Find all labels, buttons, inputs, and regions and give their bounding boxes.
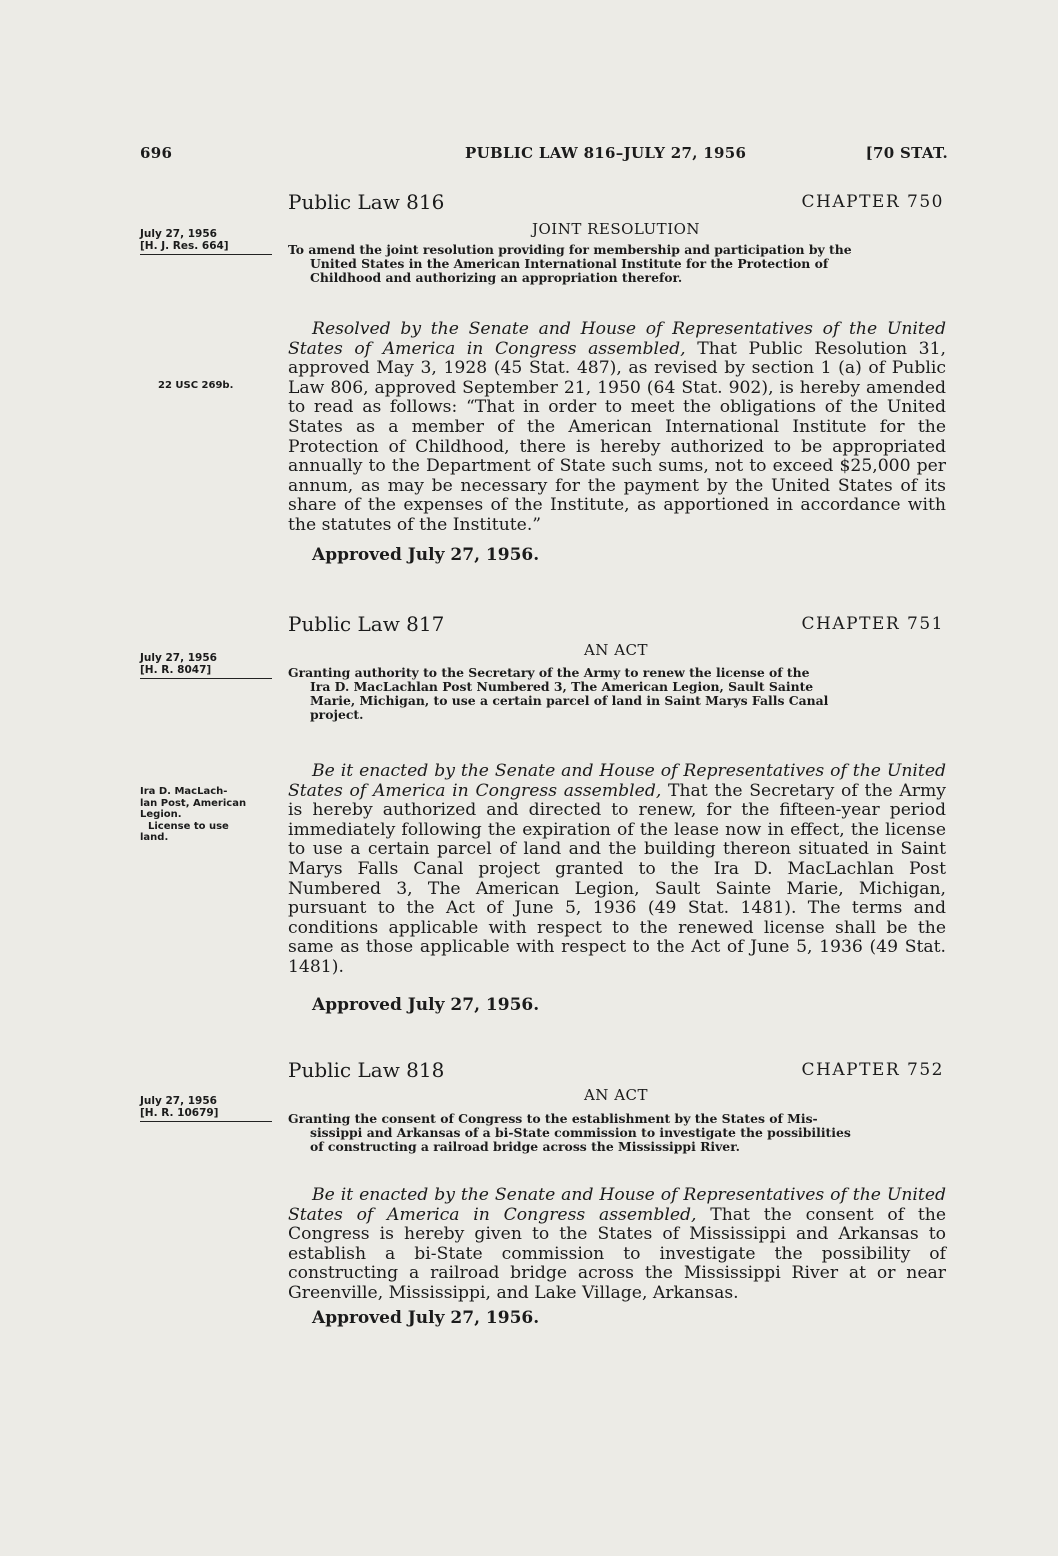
enacting-clause: Be it enacted by the Senate and House of Representatives of the United States of America in Congress assembled, (288, 1185, 946, 1225)
purpose-line: Ira D. MacLachlan Post Numbered 3, The American Legion, Sault Sainte (310, 679, 814, 694)
chapter-number: CHAPTER 752 (801, 1060, 944, 1080)
purpose-line: of constructing a railroad bridge across the Mississippi River. (310, 1139, 740, 1154)
margin-date-note (140, 1095, 272, 1122)
act-type: AN ACT (583, 1086, 649, 1104)
purpose-line: United States in the American International Institute for the Protection of (310, 256, 829, 271)
law-heading (288, 1058, 944, 1084)
margin-bill-number: [H. R. 8047] (140, 664, 212, 676)
act-body: That the Secretary of the Army is hereby authorized and directed to renew, for the fifteen-year period immediately following the expiration of the lease now in effect, the license to use a certain parcel of land and the building thereon situated in Saint Marys Falls Canal project granted to the Ira D. MacLachlan Post Numbered 3, The American Legion, Sault Sainte Marie, Michigan, pursuant to the Act of June 5, 1936 (49 Stat. 1481). The terms and conditions applicable with respect to the renewed license shall be the same as those applicable with respect to the Act of June 5, 1936 (49 Stat. 1481). (288, 780, 946, 977)
margin-date-note (140, 228, 272, 255)
running-title: PUBLIC LAW 816–JULY 27, 1956 (465, 144, 747, 162)
public-law-number: Public Law 816 (288, 190, 445, 214)
purpose-clause (288, 1112, 946, 1154)
purpose-line: sissippi and Arkansas of a bi-State commission to investigate the possibilities (310, 1125, 851, 1140)
usc-citation-note: 22 USC 269b. (158, 380, 234, 391)
margin-date: July 27, 1956 (140, 652, 217, 664)
public-law-number: Public Law 817 (288, 612, 445, 636)
act-type: AN ACT (583, 641, 649, 659)
purpose-line: project. (310, 707, 364, 722)
resolution-body: That Public Resolution 31, approved May 3, 1928 (45 Stat. 487), as revised by section 1 (a) of Public Law 806, approved September 21, 1950 (64 Stat. 902), is hereby amended to read as follows: “That in order to meet the obligations of the United States as a member of the American International Institute for the Protection of Childhood, there is hereby authorized to be appropriated annually to the Department of State such sums, not to exceed $25,000 per annum, as may be necessary for the payment by the United States of its share of the expenses of the Institute, as apportioned in accordance with the statutes of the Institute.” (288, 338, 946, 535)
legion-margin-note (140, 786, 268, 844)
approval-line: Approved July 27, 1956. (312, 995, 540, 1015)
enacting-clause: Be it enacted by the Senate and House of Representatives of the United States of America in Congress assembled, (288, 761, 946, 801)
margin-note-line: Legion. (140, 809, 182, 820)
margin-note-line: License to use (148, 820, 229, 832)
enacting-clause: Resolved by the Senate and House of Representatives of the United States of America in Congress assembled, (288, 319, 946, 359)
margin-note-line: land. (140, 832, 169, 843)
margin-bill-number: [H. R. 10679] (140, 1107, 219, 1119)
purpose-clause (288, 243, 946, 285)
margin-date: July 27, 1956 (140, 1095, 217, 1107)
margin-date: July 27, 1956 (140, 228, 217, 240)
act-text (288, 762, 946, 978)
public-law-number: Public Law 818 (288, 1058, 445, 1082)
chapter-number: CHAPTER 751 (801, 614, 944, 634)
purpose-line: Childhood and authorizing an appropriation therefor. (310, 270, 683, 285)
approval-line: Approved July 27, 1956. (312, 545, 540, 565)
page-number: 696 (140, 144, 173, 162)
resolution-text (288, 320, 946, 536)
margin-note-line: lan Post, American (140, 797, 247, 809)
approval-line: Approved July 27, 1956. (312, 1308, 540, 1328)
margin-date-note (140, 652, 272, 679)
running-head (140, 144, 948, 168)
chapter-number: CHAPTER 750 (801, 192, 944, 212)
purpose-line: To amend the joint resolution providing for membership and participation by the (288, 242, 852, 257)
purpose-line: Marie, Michigan, to use a certain parcel of land in Saint Marys Falls Canal (310, 693, 829, 708)
act-type: JOINT RESOLUTION (531, 220, 701, 238)
statute-volume: [70 STAT. (865, 144, 948, 162)
act-text (288, 1186, 946, 1304)
act-body: That the consent of the Congress is hereby given to the States of Mississippi and Arkansas to establish a bi-State commission to investigate the possibility of constructing a railroad bridge across the Mississippi River at or near Greenville, Mississippi, and Lake Village, Arkansas. (288, 1204, 946, 1303)
purpose-clause (288, 666, 946, 722)
margin-note-line: Ira D. MacLach- (140, 786, 228, 797)
purpose-line: Granting the consent of Congress to the establishment by the States of Mis- (288, 1111, 818, 1126)
purpose-line: Granting authority to the Secretary of the Army to renew the license of the (288, 665, 810, 680)
margin-bill-number: [H. J. Res. 664] (140, 240, 229, 252)
law-heading (288, 190, 944, 216)
law-heading (288, 612, 944, 638)
